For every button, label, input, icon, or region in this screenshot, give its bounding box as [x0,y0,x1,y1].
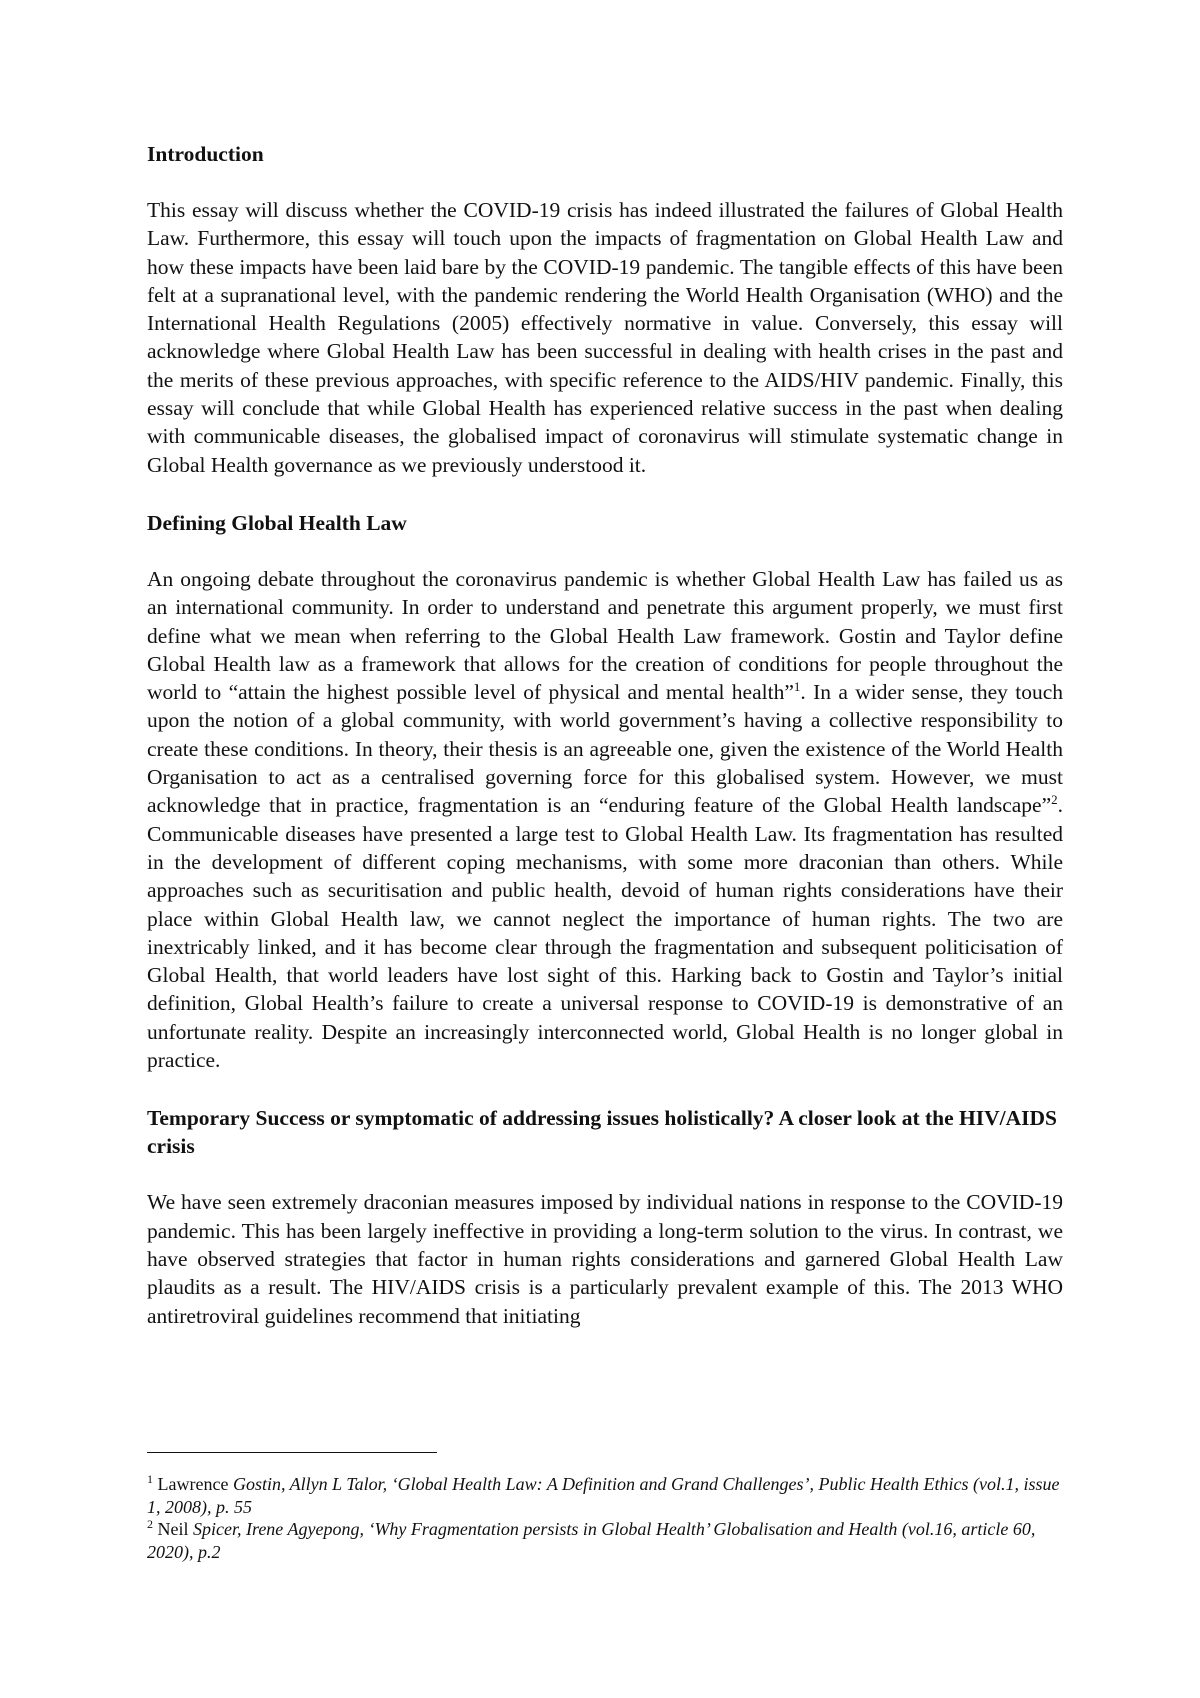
spacer [147,168,1063,196]
footnotes-section [147,1452,1063,1563]
document-page [147,140,1063,1330]
footnote-number: 2 [147,1517,153,1531]
paragraph-text: . In a wider sense, they touch upon the notion of a global community, with world government’s having a collective responsibility to create these conditions. In theory, their thesis is an agreeable one, given the existence of the World Health Organisation to act as a centralised governing force for this globalised system. However, we must acknowledge that in practice, fragmentation is an “enduring feature of the Global Health landscape” [147,680,1063,818]
footnote-divider [147,1452,437,1453]
paragraph-defining-global-health-law [147,565,1063,1074]
paragraph-text: An ongoing debate throughout the coronavirus pandemic is whether Global Health Law has failed us as an international community. In order to understand and penetrate this argument properly, we must first define what we mean when referring to the Global Health Law framework. Gostin and Taylor define Global Health law as a framework that allows for the creation of conditions for people throughout the world to “attain the highest possible level of physical and mental health” [147,566,1063,705]
paragraph-introduction: This essay will discuss whether the COVID-19 crisis has indeed illustrated the failures of Global Health Law. Furthermore, this essay will touch upon the impacts of fragmentation on Global Health Law and how these impacts have been laid bare by the COVID-19 pandemic. The tangible effects of this have been felt at a supranational level, with the pandemic rendering the World Health Organisation (WHO) and the International Health Regulations (2005) effectively normative in value. Conversely, this essay will acknowledge where Global Health Law has been successful in dealing with health crises in the past and the merits of these previous approaches, with specific reference to the AIDS/HIV pandemic. Finally, this essay will conclude that while Global Health has experienced relative success in the past when dealing with communicable diseases, the globalised impact of coronavirus will stimulate systematic change in Global Health governance as we previously understood it. [147,198,1063,477]
heading-introduction: Introduction [147,142,264,166]
spacer [147,1074,1063,1104]
footnote-1 [147,1473,1063,1518]
footnote-author: Neil [153,1519,193,1539]
footnote-citation: Spicer, Irene Agyepong, ‘Why Fragmentation persists in Global Health’ Globalisation and Health (vol.16, article 60, 2020), p.2 [147,1519,1036,1562]
heading-defining-global-health-law: Defining Global Health Law [147,510,407,535]
spacer [147,479,1063,509]
footnote-2 [147,1518,1063,1563]
paragraph-hiv-aids: We have seen extremely draconian measures imposed by individual nations in response to the COVID-19 pandemic. This has been largely ineffective in providing a long-term solution to the virus. In contrast, we have observed strategies that factor in human rights considerations and garnered Global Health Law plaudits as a result. The HIV/AIDS crisis is a particularly prevalent example of this. The 2013 WHO antiretroviral guidelines recommend that initiating [147,1190,1063,1328]
footnote-reference-2[interactable]: 2 [1051,792,1058,808]
footnote-author: Lawrence [153,1474,233,1494]
spacer [147,1160,1063,1188]
footnote-reference-1[interactable]: 1 [793,679,801,694]
footnote-number: 1 [147,1472,153,1486]
footnote-citation: Gostin, Allyn L Talor, ‘Global Health Law: A Definition and Grand Challenges’, Public Health Ethics (vol.1, issue 1, 2008), p. 55 [147,1474,1060,1517]
heading-hiv-aids: Temporary Success or symptomatic of addressing issues holistically? A closer look at the HIV/AIDS crisis [147,1106,1058,1159]
spacer [147,537,1063,565]
paragraph-text: . Communicable diseases have presented a large test to Global Health Law. Its fragmentation has resulted in the development of different coping mechanisms, with some more draconian than others. While approaches such as securitisation and public health, devoid of human rights considerations have their place within Global Health law, we cannot neglect the importance of human rights. The two are inextricably linked, and it has become clear through the fragmentation and subsequent politicisation of Global Health, that world leaders have lost sight of this. Harking back to Gostin and Taylor’s initial definition, Global Health’s failure to create a universal response to COVID-19 is demonstrative of an unfortunate reality. Despite an increasingly interconnected world, Global Health is no longer global in practice. [147,793,1063,1073]
